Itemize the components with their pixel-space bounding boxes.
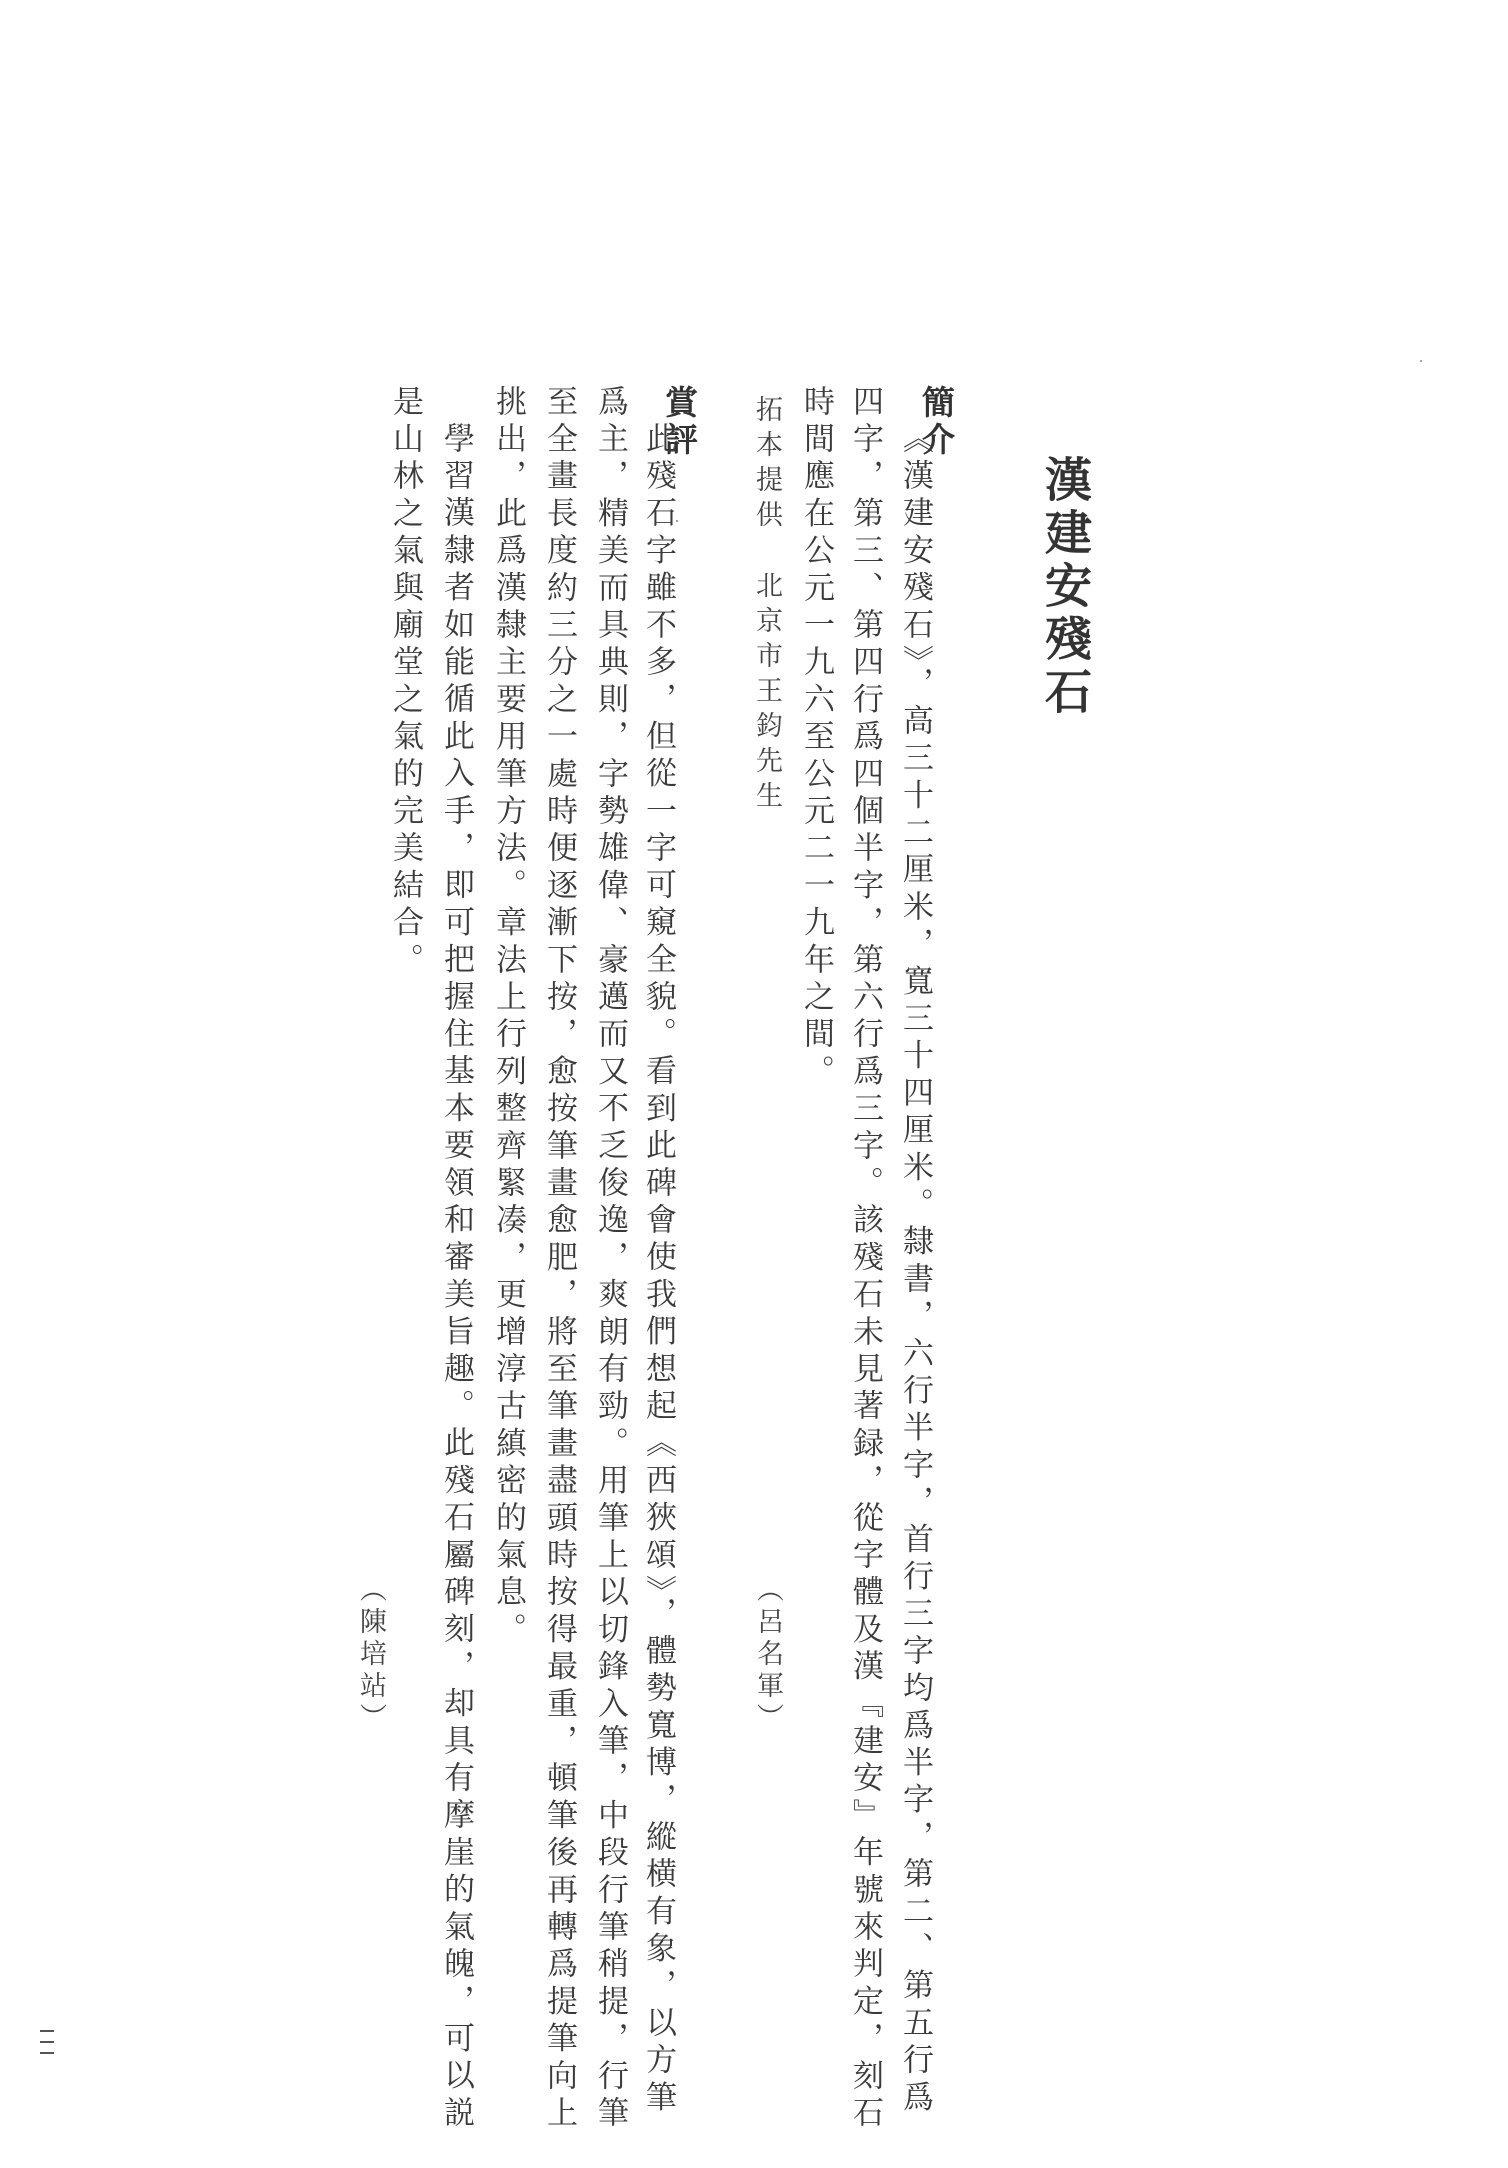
page-number-mark bbox=[40, 2030, 60, 2063]
intro-line-1: 《漢建安殘石》，高三十二厘米，寬三十四厘米。隸書，六行半字，首行三字均爲半字，第二、第五行爲 bbox=[897, 422, 933, 2118]
review-line-4: 挑出，此爲漢隸主要用筆方法。章法上行列整齊緊凑，更增淳古縝密的氣息。 bbox=[490, 385, 526, 1650]
review-line-1: 此殘石字雖不多，但從一字可窺全貌。看到此碑會使我們想起《西狹頌》，體勢寬博，縱横有象，以方筆 bbox=[640, 422, 676, 2118]
intro-author: （呂名軍） bbox=[752, 1575, 783, 1735]
page-title: 漢建安殘石 bbox=[1037, 455, 1092, 720]
intro-line-2: 四字，第三、第四行爲四個半字，第六行爲三字。該殘石未見著録，從字體及漢『建安』年號來判定，刻石 bbox=[847, 385, 883, 2134]
review-line-6: 是山林之氣與廟堂之氣的完美結合。 bbox=[387, 385, 423, 981]
review-line-5: 學習漢隸者如能循此入手，即可把握住基本要領和審美旨趣。此殘石屬碑刻，却具有摩崖的氣魄，可以説 bbox=[438, 422, 474, 2134]
review-line-2: 爲主，精美而具典則，字勢雄偉、豪邁而又不乏俊逸，爽朗有勁。用筆上以切鋒入筆，中段行筆稍提，行筆 bbox=[592, 385, 628, 2134]
intro-heading: 簡介 bbox=[917, 385, 956, 459]
intro-line-3: 時間應在公元一九六至公元二一九年之間。 bbox=[798, 385, 834, 1092]
rubbing-provider bbox=[753, 395, 780, 816]
review-heading: 賞評 bbox=[660, 385, 699, 459]
scan-speck bbox=[1420, 360, 1422, 362]
review-author: （陳培站） bbox=[355, 1575, 386, 1735]
review-line-3: 至全畫長度約三分之一處時便逐漸下按，愈按筆畫愈肥，將至筆畫盡頭時按得最重，頓筆後再轉爲提筆向上 bbox=[541, 385, 577, 2134]
provider-label: 拓本提供 bbox=[751, 395, 782, 535]
scan-speck bbox=[676, 520, 678, 522]
provider-name: 北京市王鈞先生 bbox=[751, 571, 782, 816]
